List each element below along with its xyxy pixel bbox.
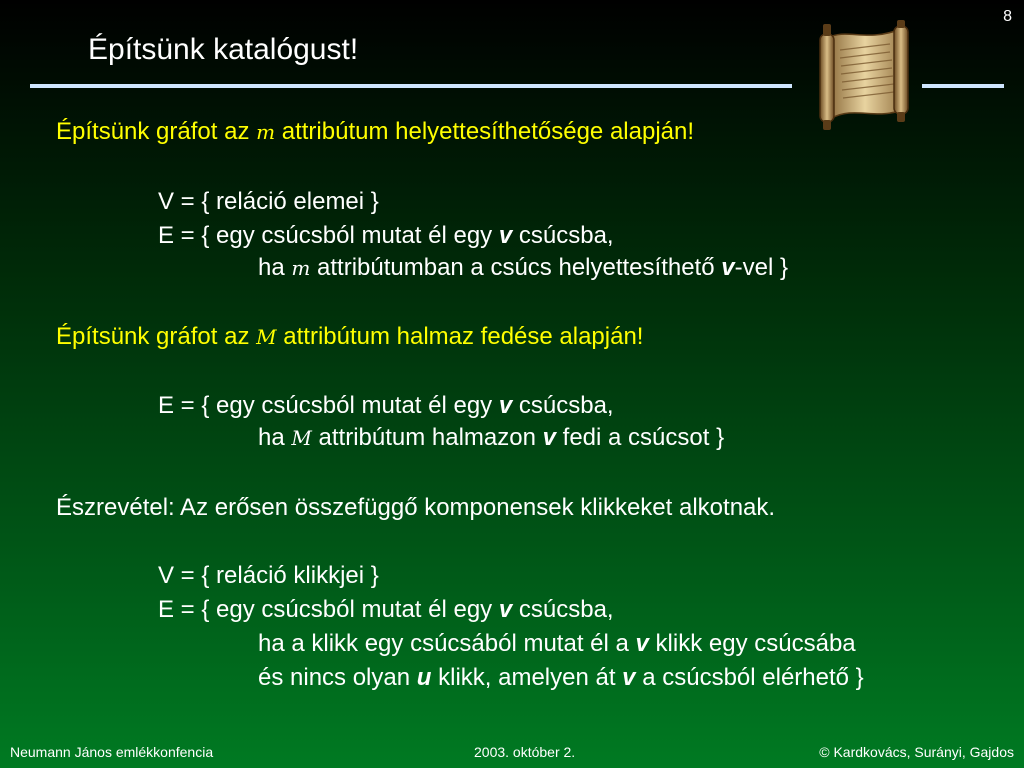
attr-m-symbol: m (256, 120, 276, 144)
var-v: v (542, 424, 556, 451)
var-v: v (498, 596, 513, 623)
slide-number: 8 (1003, 8, 1012, 25)
attr-m-symbol: m (291, 256, 311, 280)
vertex-def-3: V = { reláció klikkjei } (158, 562, 379, 589)
var-u: u (416, 664, 432, 691)
attr-M-symbol: M (291, 426, 312, 450)
text-b: csúcsba, (512, 222, 614, 249)
text-b: attribútumban a csúcs helyettesíthető (310, 254, 722, 281)
text-a: ha (258, 254, 292, 281)
text-c: fedi a csúcsot } (556, 424, 725, 451)
edge-def-3-cond-2 (258, 664, 864, 692)
var-v: v (721, 254, 735, 281)
text-a: E = { egy csúcsból mutat él egy (158, 596, 499, 623)
title-rule-left (30, 84, 792, 88)
text-c: -vel } (734, 254, 788, 281)
text-a: E = { egy csúcsból mutat él egy (158, 392, 499, 419)
var-v: v (635, 630, 649, 657)
attr-M-symbol: M (256, 325, 277, 349)
vertex-def-1: V = { reláció elemei } (158, 188, 379, 215)
var-v: v (498, 392, 513, 419)
heading-cover (56, 323, 643, 351)
footer-conference: Neumann János emlékkonfencia (10, 744, 214, 760)
edge-def-2-cond (258, 424, 724, 452)
text-b: klikk, amelyen át (431, 664, 623, 691)
title-rule-right (922, 84, 1004, 88)
text-c: a csúcsból elérhető } (635, 664, 864, 691)
page-title: Építsünk katalógust! (88, 33, 359, 66)
text-b: klikk egy csúcsába (648, 630, 856, 657)
heading-substitution (56, 118, 694, 146)
observation: Észrevétel: Az erősen összefüggő komponensek klikkeket alkotnak. (56, 494, 776, 521)
edge-def-3-cond-1 (258, 630, 856, 658)
scroll-icon (806, 20, 924, 132)
footer-date: 2003. október 2. (474, 744, 576, 760)
text-b: attribútum helyettesíthetősége alapján! (275, 118, 695, 145)
text-a: ha a klikk egy csúcsából mutat él a (258, 630, 636, 657)
footer-authors: © Kardkovács, Surányi, Gajdos (819, 744, 1014, 760)
text-a: Építsünk gráfot az (56, 323, 257, 350)
text-a: és nincs olyan (258, 664, 417, 691)
text-b: csúcsba, (512, 392, 614, 419)
text-a: Építsünk gráfot az (56, 118, 257, 145)
text-b: csúcsba, (512, 596, 614, 623)
var-v: v (498, 222, 513, 249)
text-a: ha (258, 424, 292, 451)
text-b: attribútum halmaz fedése alapján! (276, 323, 644, 350)
text-a: E = { egy csúcsból mutat él egy (158, 222, 499, 249)
edge-def-1 (158, 222, 614, 250)
edge-def-1-cond (258, 254, 788, 282)
var-v: v (622, 664, 636, 691)
text-b: attribútum halmazon (311, 424, 543, 451)
edge-def-3 (158, 596, 614, 624)
edge-def-2 (158, 392, 614, 420)
